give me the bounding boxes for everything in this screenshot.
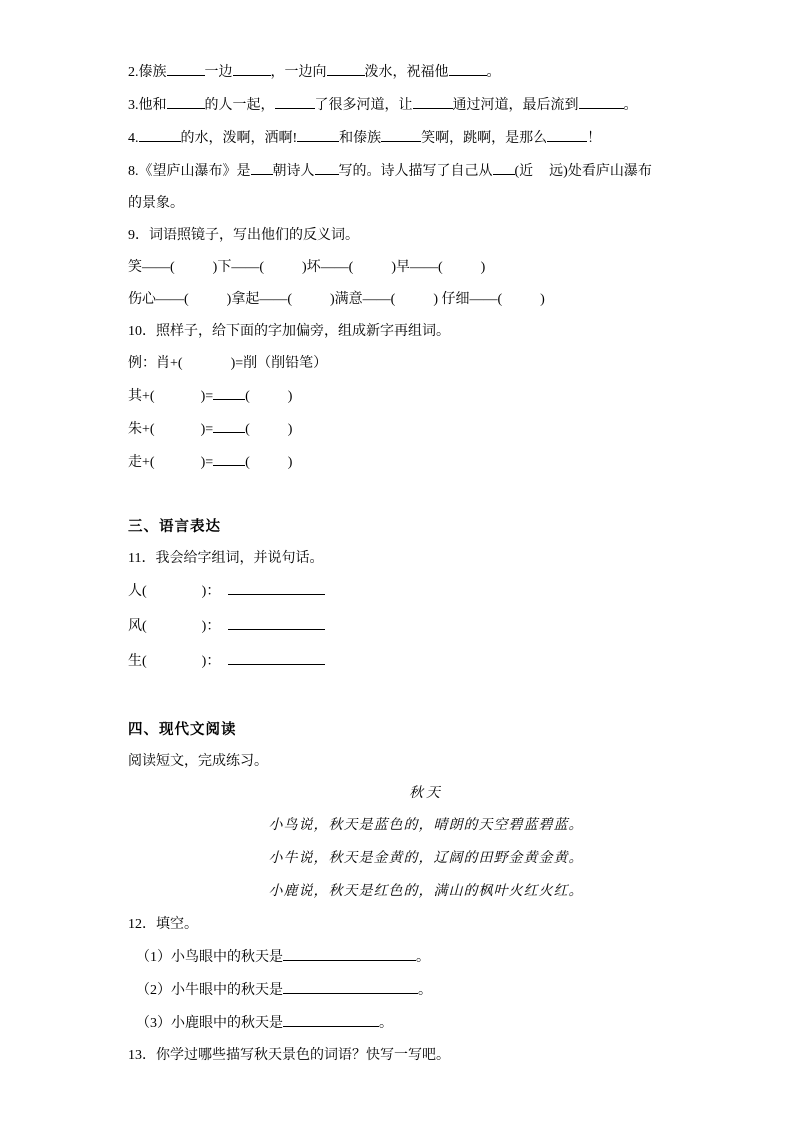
answer-blank[interactable] — [579, 93, 624, 109]
answer-blank[interactable] — [283, 945, 416, 961]
text-run: 朝诗人 — [272, 164, 315, 179]
answer-blank[interactable] — [167, 93, 205, 109]
question-10-row-qi — [128, 384, 724, 409]
answer-blank[interactable] — [315, 159, 339, 175]
answer-blank[interactable] — [233, 60, 271, 76]
paren-gap — [155, 465, 201, 466]
question-10-example — [128, 352, 724, 376]
text-run: 。 — [623, 98, 638, 113]
answer-blank[interactable] — [213, 417, 245, 433]
question-12-item-3 — [128, 1011, 724, 1036]
question-11 — [128, 547, 724, 571]
paren-gap — [155, 432, 201, 433]
text-run: 的景象。 — [128, 196, 184, 211]
answer-blank[interactable] — [283, 1011, 379, 1027]
answer-blank[interactable] — [228, 649, 325, 665]
section-4-heading: 四、现代文阅读 — [128, 722, 237, 738]
antonym-row-2 — [128, 288, 724, 312]
text-run: 通过河道，最后流到 — [452, 98, 579, 113]
text-run: ( — [245, 389, 250, 404]
text-run: （2）小牛眼中的秋天是 — [136, 983, 283, 998]
text-run: （3）小鹿眼中的秋天是 — [136, 1016, 283, 1031]
paren-gap — [250, 399, 288, 400]
reading-instruction: 阅读短文，完成练习。 — [128, 754, 268, 769]
answer-blank[interactable] — [213, 384, 245, 400]
paren-gap — [189, 302, 227, 303]
text-run: )坏——( — [302, 260, 354, 275]
question-8-line2 — [128, 192, 724, 216]
question-2 — [128, 60, 724, 85]
question-12 — [128, 913, 724, 937]
text-run: 3.他和 — [128, 98, 167, 113]
paren-gap — [147, 629, 202, 630]
answer-blank[interactable] — [297, 126, 339, 142]
paren-gap — [147, 664, 202, 665]
answer-blank[interactable] — [228, 614, 325, 630]
text-run: )= — [200, 422, 214, 437]
paren-gap — [183, 366, 231, 367]
paren-gap — [395, 302, 433, 303]
paren-gap — [220, 664, 228, 665]
answer-blank[interactable] — [493, 159, 515, 175]
answer-blank[interactable] — [139, 126, 181, 142]
text-run: )拿起——( — [226, 292, 292, 307]
answer-blank[interactable] — [167, 60, 205, 76]
text-run: 走+( — [128, 455, 155, 470]
text-run: 10．照样子，给下面的字加偏旁，组成新字再组词。 — [128, 324, 450, 339]
text-run: ( — [245, 422, 250, 437]
passage-line-3: 小鹿说，秋天是红色的，满山的枫叶火红火红。 — [268, 884, 584, 899]
text-run: 一边 — [204, 65, 233, 80]
answer-blank[interactable] — [381, 126, 421, 142]
answer-blank[interactable] — [213, 450, 245, 466]
text-run: 泼水，祝福他 — [364, 65, 449, 80]
paren-gap — [443, 270, 481, 271]
paren-gap — [292, 302, 330, 303]
text-run: 风( — [128, 619, 147, 634]
text-run: 12．填空。 — [128, 917, 198, 932]
passage-title: 秋天 — [409, 786, 443, 801]
text-run: 13．你学过哪些描写秋天景色的词语？快写一写吧。 — [128, 1048, 450, 1063]
text-run: 11．我会给字组词，并说句话。 — [128, 551, 324, 566]
text-run: )= — [200, 389, 214, 404]
text-run: ) 仔细——( — [433, 292, 503, 307]
question-11-row-feng — [128, 614, 724, 639]
question-3 — [128, 93, 724, 118]
paren-gap — [533, 174, 549, 175]
text-run: 生( — [128, 654, 147, 669]
paren-gap — [220, 594, 228, 595]
text-run: )： — [201, 619, 221, 634]
text-run: ！ — [587, 131, 602, 146]
text-run: )= — [200, 455, 214, 470]
text-run: 。 — [486, 65, 501, 80]
text-run: 4. — [128, 131, 139, 146]
paren-gap — [264, 270, 302, 271]
paren-gap — [250, 432, 288, 433]
question-12-item-1 — [128, 945, 724, 970]
text-run: （1）小鸟眼中的秋天是 — [136, 950, 283, 965]
text-run: 伤心——( — [128, 292, 189, 307]
question-10-row-zhu — [128, 417, 724, 442]
text-run: 了很多河道，让 — [314, 98, 413, 113]
text-run: 笑——( — [128, 260, 175, 275]
text-run: 例：肖+( — [128, 356, 183, 371]
text-run: ) — [287, 389, 293, 404]
text-run: 写的。诗人描写了自己从 — [338, 164, 493, 179]
text-run: 的水，泼啊，洒啊! — [180, 131, 298, 146]
question-11-row-ren — [128, 579, 724, 604]
text-run: )下——( — [212, 260, 264, 275]
passage-line-1: 小鸟说，秋天是蓝色的，晴朗的天空碧蓝碧蓝。 — [268, 818, 584, 833]
text-run: ( — [245, 455, 250, 470]
paren-gap — [155, 399, 201, 400]
answer-blank[interactable] — [228, 579, 325, 595]
text-run: 笑啊，跳啊，是那么 — [421, 131, 548, 146]
question-12-item-2 — [128, 978, 724, 1003]
passage-line-2: 小牛说，秋天是金黄的，辽阔的田野金黄金黄。 — [268, 851, 584, 866]
text-run: )=削（削铅笔） — [230, 356, 328, 371]
question-4 — [128, 126, 724, 151]
antonym-row-1 — [128, 256, 724, 280]
answer-blank[interactable] — [275, 93, 315, 109]
answer-blank[interactable] — [283, 978, 418, 994]
text-run: 。 — [418, 983, 432, 998]
text-run: 朱+( — [128, 422, 155, 437]
text-run: 人( — [128, 584, 147, 599]
paren-gap — [250, 465, 288, 466]
answer-blank[interactable] — [327, 60, 365, 76]
text-run: )满意——( — [330, 292, 396, 307]
section-3-heading: 三、语言表达 — [128, 519, 221, 535]
text-run: 其+( — [128, 389, 155, 404]
question-9 — [128, 224, 724, 248]
text-run: )： — [201, 654, 221, 669]
paren-gap — [502, 302, 540, 303]
question-11-row-sheng — [128, 649, 724, 674]
question-13 — [128, 1044, 724, 1068]
answer-blank[interactable] — [251, 159, 273, 175]
text-run: ) — [540, 292, 545, 307]
answer-blank[interactable] — [413, 93, 453, 109]
text-run: 和傣族 — [339, 131, 382, 146]
text-run: 8.《望庐山瀑布》是 — [128, 164, 251, 179]
paren-gap — [220, 629, 228, 630]
text-run: 2.傣族 — [128, 65, 167, 80]
text-run: ) — [287, 422, 293, 437]
question-10-row-zou — [128, 450, 724, 475]
paren-gap — [175, 270, 213, 271]
paren-gap — [147, 594, 202, 595]
text-run: 的人一起， — [204, 98, 275, 113]
text-run: 远)处看庐山瀑布 — [549, 164, 652, 179]
text-run: )早——( — [391, 260, 443, 275]
question-8-line1 — [128, 159, 724, 184]
question-10 — [128, 320, 724, 344]
answer-blank[interactable] — [449, 60, 487, 76]
text-run: 。 — [379, 1016, 393, 1031]
text-run: ) — [287, 455, 293, 470]
text-run: (近 — [514, 164, 534, 179]
answer-blank[interactable] — [547, 126, 587, 142]
text-run: )： — [201, 584, 221, 599]
text-run: 9．词语照镜子，写出他们的反义词。 — [128, 228, 359, 243]
text-run: ，一边向 — [270, 65, 327, 80]
paren-gap — [353, 270, 391, 271]
text-run: 。 — [416, 950, 430, 965]
text-run: ) — [480, 260, 486, 275]
